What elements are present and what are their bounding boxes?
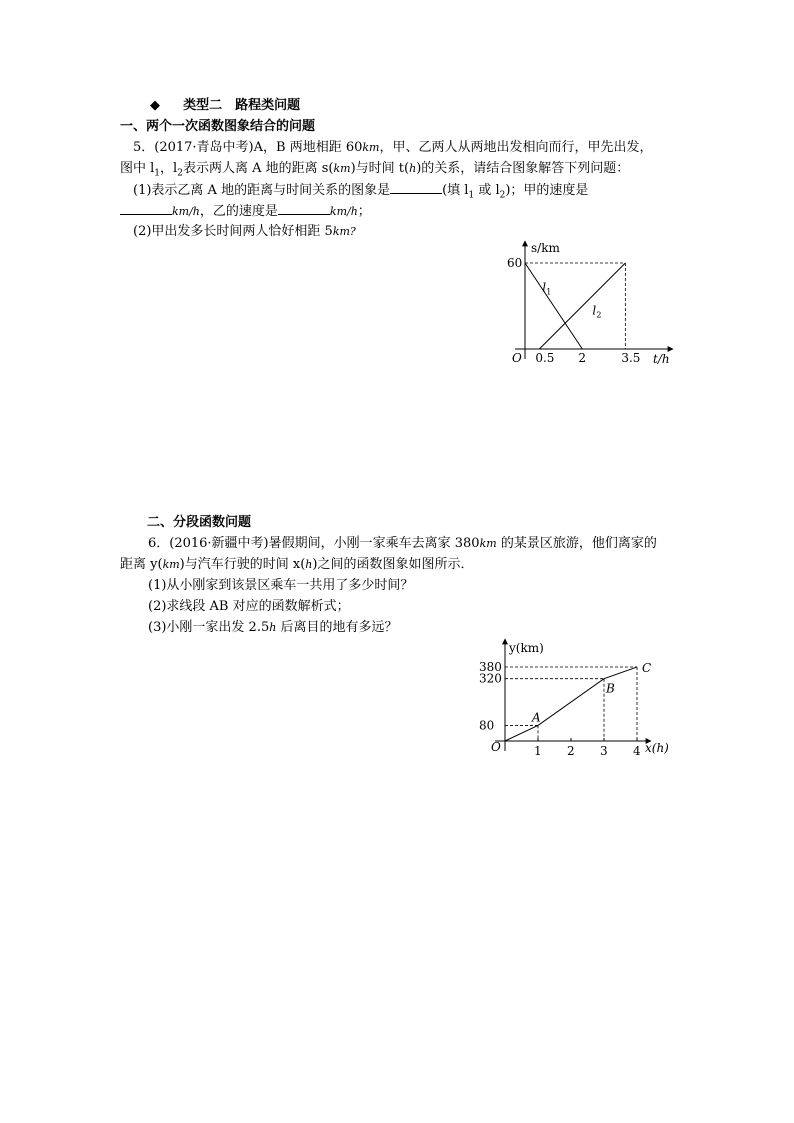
answer-blank[interactable] bbox=[120, 203, 172, 215]
series-line bbox=[505, 667, 637, 741]
text: 的某景区旅游，他们离家的 bbox=[496, 536, 657, 551]
point-c-label: C bbox=[642, 661, 652, 676]
x-tick-label: 4 bbox=[633, 744, 641, 758]
y-tick-label: 380 bbox=[479, 660, 502, 675]
unit: h bbox=[305, 558, 313, 571]
unit: km bbox=[333, 162, 351, 175]
distance-time-piecewise-graph bbox=[479, 635, 685, 765]
problem5-line1 bbox=[133, 140, 653, 156]
problem5-question1-cont bbox=[120, 203, 371, 220]
text: (2)甲出发多长时间两人恰好相距 5 bbox=[133, 224, 333, 239]
subscript: 1 bbox=[154, 168, 161, 179]
origin-label: O bbox=[491, 740, 501, 754]
y-tick-label: 80 bbox=[479, 718, 495, 733]
problem5-line2 bbox=[120, 161, 629, 182]
text: )的关系，请结合图象解答下列问题： bbox=[416, 161, 630, 176]
part2-heading: 二、分段函数问题 bbox=[147, 515, 252, 530]
x-tick-label: 0.5 bbox=[535, 351, 555, 365]
unit: km bbox=[479, 537, 497, 550]
line-l1-subscript: 1 bbox=[546, 287, 552, 297]
y-axis-label: s/km bbox=[531, 241, 560, 255]
x-tick-label: 3.5 bbox=[621, 351, 641, 365]
unit: km bbox=[362, 141, 380, 154]
answer-blank[interactable] bbox=[278, 203, 330, 215]
text: 距离 y( bbox=[120, 557, 163, 572]
unit: km? bbox=[332, 225, 356, 238]
diamond-bullet-icon: ◆ bbox=[150, 98, 160, 113]
unit: km/h bbox=[172, 205, 200, 218]
text: (3)小刚一家出发 2.5 bbox=[148, 620, 270, 635]
part1-heading: 一、两个一次函数图象结合的问题 bbox=[120, 119, 316, 134]
problem6-question1: (1)从小刚家到该景区乘车一共用了多少时间？ bbox=[148, 578, 414, 593]
series-line-l2 bbox=[539, 263, 625, 349]
series-line-l1 bbox=[525, 263, 582, 349]
unit: h bbox=[269, 621, 277, 634]
section-title: 类型二 路程类问题 bbox=[183, 98, 301, 113]
text: 表示两人离 A 地的距离 s( bbox=[182, 161, 334, 176]
unit: km/h bbox=[329, 205, 358, 218]
text: 图中 l bbox=[120, 161, 155, 176]
text: )之间的函数图象如图所示． bbox=[312, 557, 474, 572]
y-tick-label: 60 bbox=[507, 256, 523, 271]
text: )与时间 t( bbox=[350, 161, 410, 176]
unit: km bbox=[162, 558, 180, 571]
point-a-label: A bbox=[532, 710, 541, 725]
x-tick-label: 2 bbox=[567, 744, 575, 758]
text: 5．(2017·青岛中考)A，B 两地相距 60 bbox=[133, 140, 363, 155]
problem6-question3 bbox=[148, 620, 397, 636]
subscript: 1 bbox=[468, 190, 475, 201]
line-l2-subscript: 2 bbox=[596, 310, 602, 320]
line-l2-label: l bbox=[592, 303, 597, 318]
point-b-label: B bbox=[606, 681, 615, 696]
text: 6．(2016·新疆中考)暑假期间，小刚一家乘车去离家 380 bbox=[148, 536, 480, 551]
problem6-question2: (2)求线段 AB 对应的函数解析式； bbox=[148, 599, 350, 614]
text: (1)表示乙离 A 地的距离与时间关系的图象是 bbox=[133, 183, 391, 198]
problem5-question2 bbox=[133, 224, 356, 240]
y-axis-label: y(km) bbox=[509, 641, 544, 655]
answer-blank[interactable] bbox=[390, 182, 442, 194]
x-tick-label: 1 bbox=[534, 744, 542, 758]
x-tick-label: 2 bbox=[578, 351, 586, 365]
y-tick-label: 320 bbox=[479, 671, 502, 686]
problem5-question1 bbox=[133, 182, 588, 204]
line-l1-label: l bbox=[542, 280, 547, 295]
text: 或 l bbox=[474, 183, 500, 198]
text: )与汽车行驶的时间 x( bbox=[179, 557, 306, 572]
text: ； bbox=[357, 204, 371, 219]
text: )；甲的速度是 bbox=[505, 183, 589, 198]
origin-label: O bbox=[512, 351, 522, 365]
subscript: 2 bbox=[177, 168, 183, 179]
unit: h bbox=[409, 162, 417, 175]
distance-time-graph bbox=[495, 235, 695, 375]
text: ，乙的速度是 bbox=[199, 204, 278, 219]
text: 后离目的地有多远？ bbox=[276, 620, 398, 635]
text: ，甲、乙两人从两地出发相向而行，甲先出发， bbox=[379, 140, 653, 155]
x-tick-label: 3 bbox=[600, 744, 608, 758]
problem6-line2 bbox=[120, 557, 473, 573]
section-heading bbox=[150, 98, 300, 114]
problem6-line1 bbox=[148, 536, 657, 552]
x-axis-label: x(h) bbox=[645, 741, 669, 755]
subscript: 2 bbox=[499, 190, 506, 201]
text: ，l bbox=[160, 161, 178, 176]
x-axis-label: t/h bbox=[653, 352, 670, 366]
text: (填 l bbox=[442, 183, 469, 198]
